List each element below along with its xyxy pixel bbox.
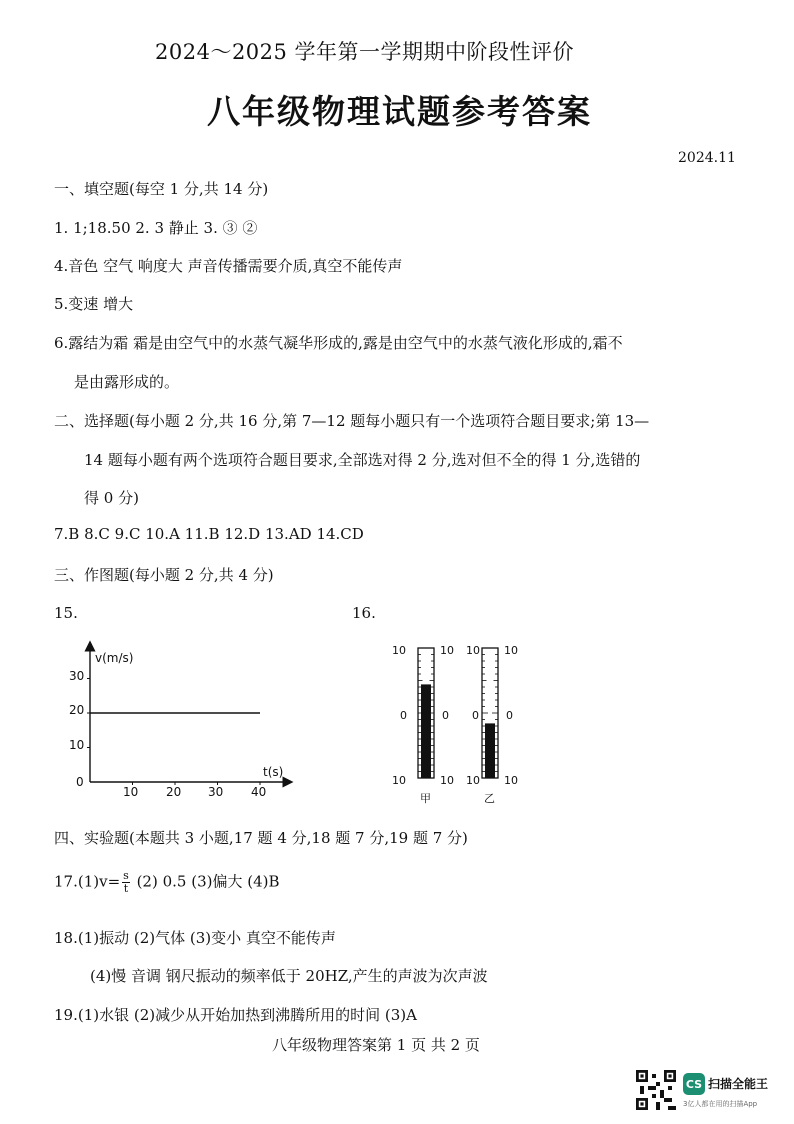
velocity-time-graph (60, 640, 300, 800)
thermometer-jia-liquid (421, 684, 431, 778)
formula-denominator: t (123, 882, 129, 895)
x-tick-label: 30 (208, 785, 224, 799)
y-tick-label: 10 (69, 738, 85, 752)
scanner-app-tagline: 3亿人都在用的扫描App (683, 1100, 758, 1108)
answer-5: 5.变速 增大 (54, 295, 134, 313)
section-fill-in-heading: 一、填空题(每空 1 分,共 14 分) (54, 180, 269, 198)
section-choice-heading-line3: 得 0 分) (84, 489, 139, 507)
thermometer-diagram (388, 640, 528, 810)
y-axis-label: v(m/s) (95, 651, 134, 665)
answer-19: 19.(1)水银 (2)减少从开始加热到沸腾所用的时间 (3)A (54, 1006, 417, 1024)
answer-17 (54, 870, 280, 895)
answer-6-line1: 6.露结为霜 霜是由空气中的水蒸气凝华形成的,露是由空气中的水蒸气液化形成的,霜不 (54, 334, 623, 352)
page-footer: 八年级物理答案第 1 页 共 2 页 (272, 1036, 480, 1054)
question-15-label: 15. (54, 604, 78, 622)
scanner-app-name: 扫描全能王 (708, 1077, 769, 1091)
camscanner-logo-icon: CS (683, 1073, 705, 1095)
answer-4: 4.音色 空气 响度大 声音传播需要介质,真空不能传声 (54, 257, 403, 275)
answer-7-14: 7.B 8.C 9.C 10.A 11.B 12.D 13.AD 14.CD (54, 525, 364, 543)
answer-17-prefix: 17.(1)v= (54, 872, 121, 891)
question-16-label: 16. (352, 604, 376, 622)
x-tick-label: 10 (123, 785, 139, 799)
exam-term-line: 2024～2025 学年第一学期期中阶段性评价 (155, 40, 575, 64)
scale-label-mid: 0 (472, 709, 479, 722)
scale-label-bottom: 10 (466, 774, 480, 787)
qr-code-icon (636, 1070, 676, 1110)
thermometer-yi-label: 乙 (484, 792, 495, 805)
date-label: 2024.11 (678, 150, 736, 166)
answer-6-line2: 是由露形成的。 (74, 373, 180, 391)
scale-label-top: 10 (392, 644, 406, 657)
velocity-formula-fraction (122, 870, 130, 895)
answer-17-rest: (2) 0.5 (3)偏大 (4)B (131, 872, 280, 891)
thermometer-jia-label: 甲 (420, 792, 431, 805)
y-tick-label: 0 (76, 775, 84, 789)
answer-18-line1: 18.(1)振动 (2)气体 (3)变小 真空不能传声 (54, 929, 336, 947)
answer-18-line2: (4)慢 音调 钢尺振动的频率低于 20HZ,产生的声波为次声波 (90, 967, 488, 985)
y-tick-label: 30 (69, 669, 85, 683)
scale-label-bottom: 10 (504, 774, 518, 787)
section-experiment-heading: 四、实验题(本题共 3 小题,17 题 4 分,18 题 7 分,19 题 7 分) (54, 829, 468, 847)
thermometer-jia (418, 648, 434, 778)
answer-1-3: 1. 1;18.50 2. 3 静止 3. ③ ② (54, 219, 258, 237)
scale-label-top: 10 (504, 644, 518, 657)
scale-label-bottom: 10 (440, 774, 454, 787)
page-title: 八年级物理试题参考答案 (207, 92, 592, 131)
x-tick-label: 20 (166, 785, 182, 799)
thermometer-yi-liquid (485, 723, 495, 778)
section-choice-heading-line2: 14 题每小题有两个选项符合题目要求,全部选对得 2 分,选对但不全的得 1 分,选错的 (84, 451, 641, 469)
formula-numerator: s (123, 869, 129, 882)
section-choice-heading-line1: 二、选择题(每小题 2 分,共 16 分,第 7—12 题每小题只有一个选项符合题目要求;第 13— (54, 412, 650, 430)
scale-label-bottom: 10 (392, 774, 406, 787)
scale-label-mid: 0 (442, 709, 449, 722)
scale-label-top: 10 (440, 644, 454, 657)
section-drawing-heading: 三、作图题(每小题 2 分,共 4 分) (54, 566, 274, 584)
scale-label-top: 10 (466, 644, 480, 657)
scale-label-mid: 0 (400, 709, 407, 722)
x-tick-label: 40 (251, 785, 267, 799)
x-axis-label: t(s) (263, 765, 284, 779)
thermometer-yi (482, 648, 498, 778)
y-tick-label: 20 (69, 703, 85, 717)
scale-label-mid: 0 (506, 709, 513, 722)
